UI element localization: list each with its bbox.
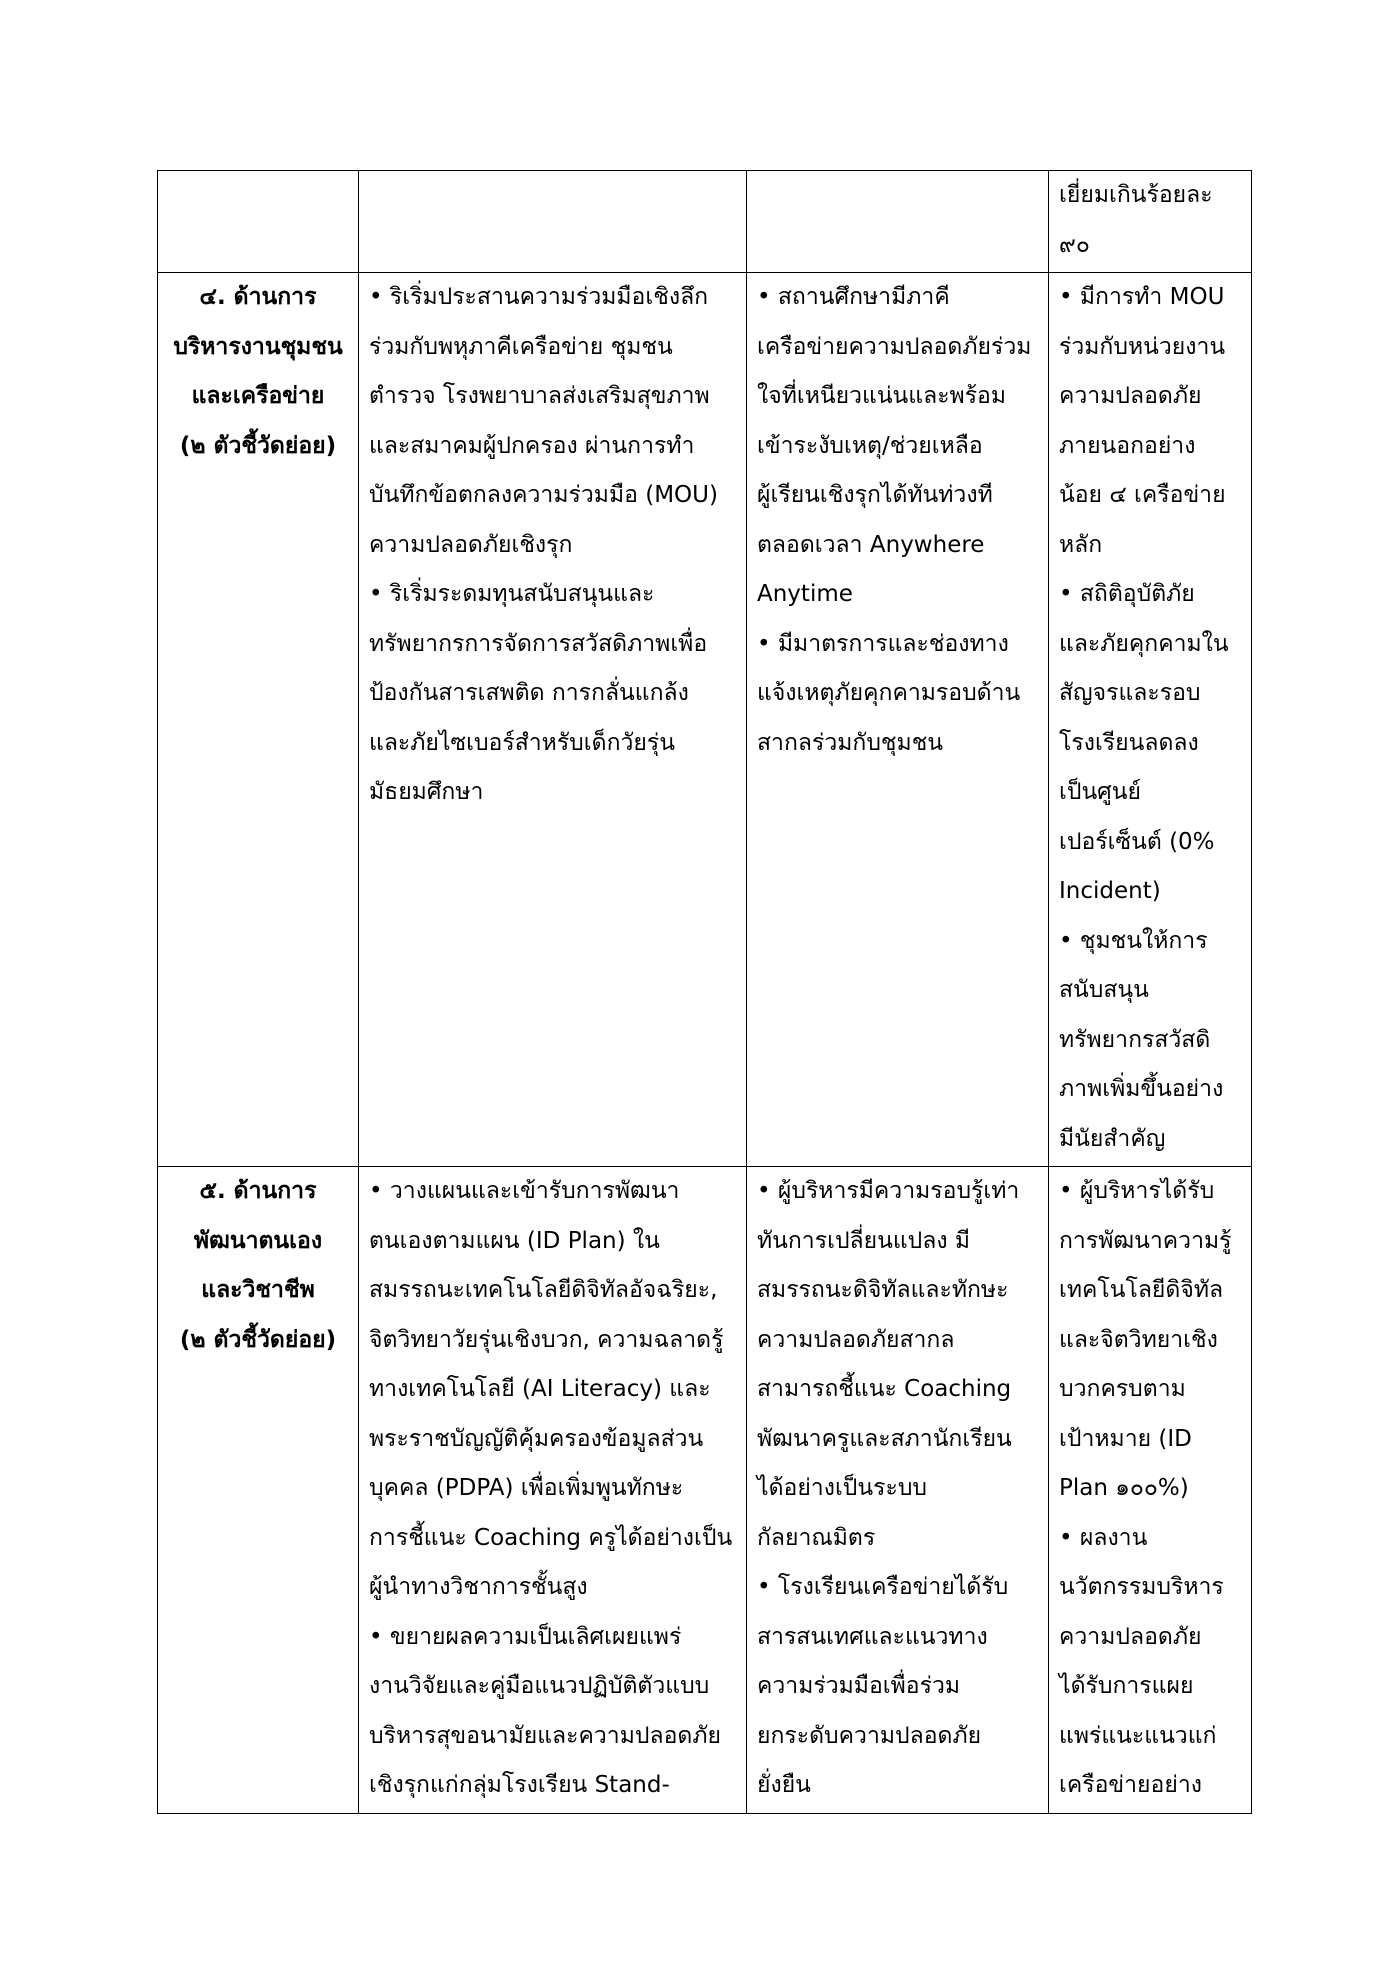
cell-line: ความปลอดภัย [1059, 383, 1202, 409]
cell-line: สากลร่วมกับชุมชน [757, 729, 944, 756]
cell-line: • โรงเรียนเครือข่ายได้รับ [757, 1574, 1009, 1600]
cell-line: ตำรวจ โรงพยาบาลส่งเสริมสุขภาพ [369, 383, 710, 409]
cell-line: และภัยไซเบอร์สำหรับเด็กวัยรุ่น [369, 729, 675, 756]
cell-line: • ผู้บริหารได้รับ [1059, 1178, 1215, 1204]
cell-line: (๒ ตัวชี้วัดย่อย) [179, 432, 337, 459]
cell-line: สามารถชี้แนะ Coaching [757, 1376, 1012, 1402]
cell-line: ความปลอดภัย [1059, 1623, 1202, 1650]
cell-line: • สถิติอุบัติภัย [1059, 581, 1195, 607]
cell-line: การพัฒนาความรู้ [1059, 1227, 1232, 1254]
cell-line: ความร่วมมือเพื่อร่วม [757, 1673, 961, 1699]
indicator-cell [1049, 171, 1252, 273]
cell-line: และจิตวิทยาเชิง [1059, 1326, 1218, 1353]
cell-line: ทรัพยากรการจัดการสวัสดิภาพเพื่อ [369, 630, 708, 657]
approach-cell [359, 1167, 747, 1814]
indicator-table [157, 170, 1252, 1814]
cell-line: กัลยาณมิตร [757, 1524, 876, 1551]
cell-line: • ผลงาน [1059, 1524, 1148, 1551]
cell-line: บุคคล (PDPA) เพื่อเพิ่มพูนทักษะ [369, 1475, 684, 1501]
cell-line: ความปลอดภัยสากล [757, 1326, 955, 1353]
cell-line: ยกระดับความปลอดภัย [757, 1722, 982, 1749]
cell-line: ภาพเพิ่มขึ้นอย่าง [1059, 1076, 1224, 1102]
cell-line: ยั่งยืน [757, 1772, 811, 1798]
approach-cell [359, 171, 747, 273]
cell-line: บวกครบตาม [1059, 1376, 1186, 1402]
cell-line: ใจที่เหนียวแน่นและพร้อม [757, 383, 1007, 409]
cell-line: เครือข่ายความปลอดภัยร่วม [757, 333, 1032, 360]
cell-line: น้อย ๔ เครือข่าย [1059, 482, 1226, 508]
cell-line: ป้องกันสารเสพติด การกลั่นแกล้ง [369, 680, 689, 706]
cell-line: พัฒนาตนเอง [193, 1227, 323, 1254]
approach-cell [359, 273, 747, 1167]
cell-line: ๔. ด้านการ [199, 284, 317, 310]
cell-line: และภัยคุกคามใน [1059, 630, 1229, 657]
cell-line: เทคโนโลยีดิจิทัล [1059, 1277, 1224, 1303]
cell-line: โรงเรียนลดลง [1059, 729, 1199, 756]
cell-line: ตนเองตามแผน (ID Plan) ใน [369, 1227, 660, 1254]
cell-line: Anytime [757, 581, 853, 607]
cell-line: ภายนอกอย่าง [1059, 432, 1196, 459]
cell-line: สมรรถนะเทคโนโลยีดิจิทัลอัจฉริยะ, [369, 1277, 718, 1303]
cell-line: มีนัยสำคัญ [1059, 1125, 1166, 1152]
cell-line: ความปลอดภัยเชิงรุก [369, 531, 573, 558]
cell-line: สารสนเทศและแนวทาง [757, 1623, 988, 1650]
cell-line: ได้อย่างเป็นระบบ [757, 1475, 928, 1501]
cell-line: เครือข่ายอย่าง [1059, 1772, 1202, 1798]
cell-line: การชี้แนะ Coaching ครูได้อย่างเป็น [369, 1524, 733, 1551]
cell-line: และเครือข่าย [191, 383, 325, 409]
outcome-cell [747, 171, 1049, 273]
cell-line: Incident) [1059, 878, 1161, 904]
cell-line: มัธยมศึกษา [369, 779, 484, 805]
cell-line: เยี่ยมเกินร้อยละ [1059, 182, 1213, 208]
cell-line: • มีการทำ MOU [1059, 284, 1225, 310]
cell-line: เป็นศูนย์ [1059, 779, 1141, 805]
cell-line: • ริเริ่มระดมทุนสนับสนุนและ [369, 581, 655, 607]
outcome-cell [747, 1167, 1049, 1814]
cell-line: และสมาคมผู้ปกครอง ผ่านการทำ [369, 432, 695, 459]
cell-line: • ริเริ่มประสานความร่วมมือเชิงลึก [369, 284, 709, 310]
cell-line: หลัก [1059, 531, 1103, 558]
topic-cell [158, 273, 359, 1167]
cell-line: ผู้นำทางวิชาการชั้นสูง [369, 1574, 588, 1600]
cell-line: ร่วมกับพหุภาคีเครือข่าย ชุมชน [369, 333, 673, 360]
cell-line: • ชุมชนให้การ [1059, 927, 1208, 954]
indicator-cell [1049, 273, 1252, 1167]
cell-line: เป้าหมาย (ID [1059, 1425, 1192, 1452]
table-row [158, 171, 1252, 273]
cell-line: และวิชาชีพ [201, 1277, 315, 1303]
table-row [158, 273, 1252, 1167]
cell-line: • มีมาตรการและช่องทาง [757, 630, 1009, 657]
cell-line: พระราชบัญญัติคุ้มครองข้อมูลส่วน [369, 1425, 704, 1452]
cell-line: เข้าระงับเหตุ/ช่วยเหลือ [757, 432, 983, 459]
cell-line: (๒ ตัวชี้วัดย่อย) [179, 1326, 337, 1353]
cell-line: • สถานศึกษามีภาคี [757, 284, 950, 310]
cell-line: สนับสนุน [1059, 977, 1149, 1003]
cell-line: ๙๐ [1059, 231, 1090, 258]
cell-line: ผู้เรียนเชิงรุกได้ทันท่วงที [757, 482, 993, 508]
cell-line: เชิงรุกแก่กลุ่มโรงเรียน Stand- [369, 1772, 670, 1798]
cell-line: งานวิจัยและคู่มือแนวปฏิบัติตัวแบบ [369, 1673, 710, 1699]
topic-cell [158, 171, 359, 273]
cell-line: บันทึกข้อตกลงความร่วมมือ (MOU) [369, 482, 718, 508]
cell-line: บริหารงานชุมชน [173, 333, 343, 360]
indicator-cell [1049, 1167, 1252, 1814]
cell-line: • วางแผนและเข้ารับการพัฒนา [369, 1178, 680, 1204]
cell-line: นวัตกรรมบริหาร [1059, 1574, 1224, 1600]
cell-line: • ขยายผลความเป็นเลิศเผยแพร่ [369, 1623, 682, 1650]
table-row [158, 1167, 1252, 1814]
cell-line: • ผู้บริหารมีความรอบรู้เท่า [757, 1178, 1020, 1204]
cell-line: ร่วมกับหน่วยงาน [1059, 333, 1226, 360]
cell-line: จิตวิทยาวัยรุ่นเชิงบวก, ความฉลาดรู้ [369, 1326, 724, 1353]
cell-line: ทรัพยากรสวัสดิ [1059, 1026, 1211, 1053]
cell-line: บริหารสุขอนามัยและความปลอดภัย [369, 1722, 721, 1749]
cell-line: Plan ๑๐๐%) [1059, 1475, 1189, 1501]
cell-line: สมรรถนะดิจิทัลและทักษะ [757, 1277, 1009, 1303]
cell-line: ๕. ด้านการ [199, 1178, 317, 1204]
cell-line: ได้รับการแผย [1059, 1673, 1194, 1699]
cell-line: ทันการเปลี่ยนแปลง มี [757, 1227, 971, 1254]
cell-line: ทางเทคโนโลยี (AI Literacy) และ [369, 1376, 711, 1402]
cell-line: เปอร์เซ็นต์ (0% [1059, 828, 1215, 855]
outcome-cell [747, 273, 1049, 1167]
cell-line: สัญจรและรอบ [1059, 680, 1201, 706]
topic-cell [158, 1167, 359, 1814]
cell-line: ตลอดเวลา Anywhere [757, 531, 985, 558]
cell-line: แพร่แนะแนวแก่ [1059, 1722, 1217, 1749]
cell-line: พัฒนาครูและสภานักเรียน [757, 1425, 1012, 1452]
cell-line: แจ้งเหตุภัยคุกคามรอบด้าน [757, 680, 1021, 706]
